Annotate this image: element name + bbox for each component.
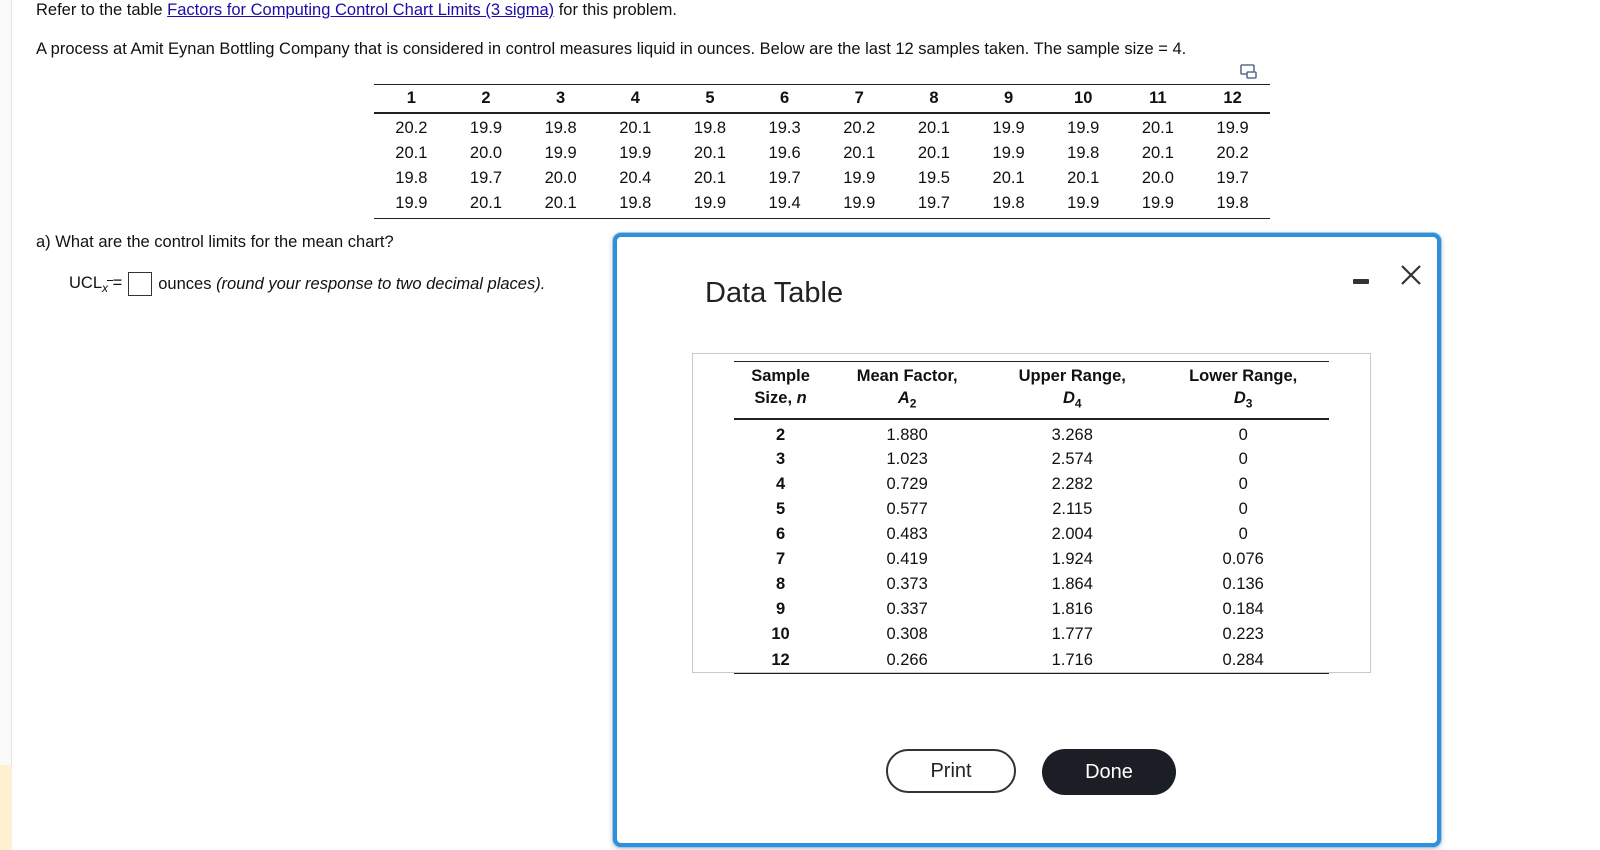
sample-row [374,166,1270,191]
factors-table-link[interactable]: Factors for Computing Control Chart Limits (3 sigma) [167,1,555,19]
sample-cell: 20.1 [619,119,652,137]
sample-header-cell: 4 [598,85,673,113]
factors-cell: 2.004 [1051,525,1093,544]
factors-row [734,497,1329,522]
minimize-icon[interactable] [1352,273,1370,291]
header-symbol [897,389,917,411]
sample-row [374,191,1270,219]
factors-cell: 0.284 [1157,647,1329,673]
ucl-text: UCL [69,273,103,292]
sample-header-cell: 11 [1121,85,1196,113]
factors-cell: 2.574 [1051,450,1093,469]
factors-cell: 0.184 [1222,600,1264,619]
sample-cell: 20.1 [523,191,598,219]
sample-cell: 19.9 [1216,119,1249,137]
header-line2 [987,387,1157,414]
sample-cell: 20.0 [469,143,503,162]
symbol-letter: n [796,389,807,407]
left-gutter [0,0,12,850]
sample-cell: 19.7 [469,168,503,187]
factors-row [734,547,1329,572]
sample-header-cell: 10 [1046,85,1121,113]
factors-cell: 0.483 [886,525,928,544]
sample-cell: 20.4 [619,168,652,187]
factors-cell: 0 [1238,450,1248,469]
factors-header-cell [1157,362,1329,420]
sample-cell: 19.4 [747,191,822,219]
sample-cell: 19.9 [469,119,503,137]
factors-cell: 0 [1238,525,1248,544]
symbol-subscript: 3 [1245,396,1253,411]
symbol-subscript: 4 [1074,396,1082,411]
factors-header-row [734,362,1329,420]
symbol-subscript: 2 [909,396,917,411]
header-line2 [827,387,987,414]
intro-suffix: for this problem. [554,1,678,19]
sample-cell: 19.9 [673,191,748,219]
factors-cell: 0.308 [886,625,928,644]
data-table-modal [613,233,1441,847]
sample-cell: 20.1 [992,168,1025,187]
factors-row [734,522,1329,547]
sample-header-cell: 2 [449,85,524,113]
sample-header-cell: 12 [1195,85,1270,113]
factors-table-frame [692,353,1371,673]
sample-cell: 19.8 [693,119,727,137]
factors-cell: 3 [775,450,786,469]
factors-cell: 12 [734,647,827,673]
sample-header-cell: 6 [747,85,822,113]
header-line2-text: Size, [754,389,797,407]
sample-header-cell: 8 [897,85,972,113]
factors-cell: 0.076 [1222,550,1264,569]
sample-cell: 20.1 [693,143,727,162]
header-symbol [797,389,807,407]
factors-cell: 1.864 [1051,575,1093,594]
header-line1: Mean Factor, [856,367,958,385]
sample-cell: 19.9 [843,168,876,187]
sample-cell: 19.9 [992,119,1025,137]
done-button[interactable]: Done [1042,749,1176,795]
ucl-xbar-label [69,274,122,295]
sample-header-cell: 9 [971,85,1046,113]
sample-cell: 19.8 [971,191,1046,219]
header-line2 [734,387,827,414]
sample-cell: 20.1 [843,143,876,162]
ucl-subscript: x [102,280,109,295]
factors-cell: 0.136 [1222,575,1264,594]
problem-statement: A process at Amit Eynan Bottling Company that is considered in control measures liquid in ounces. Below are the last 12 samples taken. The sample size = 4. [36,40,1187,58]
units-label: ounces [158,274,212,293]
symbol-letter: A [897,389,910,407]
sample-cell: 19.9 [1121,191,1196,219]
symbol-letter: D [1233,389,1246,407]
factors-cell: 0.266 [827,647,987,673]
factors-cell: 0.729 [886,475,928,494]
factors-cell: 0.373 [886,575,928,594]
factors-cell: 2 [775,426,786,445]
sample-header-cell: 1 [374,85,449,113]
sample-cell: 20.1 [917,119,950,137]
factors-cell: 1.880 [886,426,928,445]
factors-header-cell [827,362,987,420]
factors-cell: 2.115 [1052,500,1093,519]
sample-cell: 19.9 [992,143,1025,162]
sample-cell: 19.9 [1046,191,1121,219]
header-line1: Lower Range, [1189,367,1298,385]
sample-cell: 19.7 [1216,168,1249,187]
sample-header-cell: 7 [822,85,897,113]
copy-data-icon[interactable] [1240,64,1258,80]
factors-cell: 0 [1238,475,1248,494]
left-gutter-accent [0,765,12,850]
sample-header-cell: 3 [523,85,598,113]
sample-cell: 20.1 [395,143,428,162]
factors-cell: 1.924 [1051,550,1093,569]
factors-cell: 4 [775,475,786,494]
factors-cell: 9 [775,600,786,619]
print-button[interactable]: Print [886,749,1016,793]
sample-cell: 19.9 [374,191,449,219]
header-line1: Upper Range, [1018,367,1126,385]
sample-cell: 19.9 [822,191,897,219]
ucl-answer-row [69,272,545,296]
factors-cell: 0.577 [886,500,928,519]
xbar-overline [107,280,113,281]
sample-row [374,141,1270,166]
factors-cell: 6 [775,525,786,544]
sample-cell: 19.6 [768,143,801,162]
sample-cell: 19.7 [897,191,972,219]
sample-cell: 20.1 [1067,168,1100,187]
intro-line [36,1,677,20]
sample-cell: 20.1 [917,143,950,162]
factors-cell: 2.282 [1051,475,1093,494]
sample-cell: 20.2 [1216,143,1249,162]
sample-cell: 19.8 [598,191,673,219]
ucl-equals: = [108,273,123,292]
symbol-letter: D [1062,389,1075,407]
sample-cell: 20.1 [1141,143,1174,162]
sample-cell: 19.8 [395,168,428,187]
factors-header-cell [987,362,1157,420]
sample-cell: 19.8 [544,119,577,137]
factors-cell: 7 [775,550,786,569]
factors-header-cell [734,362,827,420]
samples-header-row [374,85,1270,113]
factors-cell: 1.023 [886,450,928,469]
sample-cell: 19.9 [544,143,577,162]
sample-cell: 20.0 [1141,168,1174,187]
factors-row [734,572,1329,597]
sample-cell: 20.0 [544,168,577,187]
sample-cell: 19.7 [768,168,801,187]
samples-table [374,84,1270,219]
sample-cell: 20.1 [693,168,727,187]
factors-cell: 8 [775,575,786,594]
sample-cell: 19.8 [1195,191,1270,219]
rounding-hint: (round your response to two decimal places). [216,274,546,293]
close-icon[interactable] [1397,261,1425,289]
header-symbol [1233,389,1253,411]
factors-cell: 0 [1238,426,1248,445]
question-a: a) What are the control limits for the mean chart? [36,233,394,251]
header-symbol [1062,389,1082,411]
intro-prefix: Refer to the table [36,1,168,19]
factors-row [734,447,1329,472]
factors-row [734,622,1329,647]
sample-cell: 20.1 [1141,119,1174,137]
sample-cell: 19.8 [1067,143,1100,162]
ucl-answer-input[interactable] [128,272,152,296]
factors-cell: 1.816 [1051,600,1093,619]
sample-header-cell: 5 [673,85,748,113]
factors-cell: 3.268 [1051,426,1093,445]
sample-cell: 20.2 [843,119,876,137]
factors-cell: 5 [775,500,786,519]
modal-title: Data Table [705,277,844,309]
factors-cell: 0.419 [886,550,928,569]
factors-cell: 0.223 [1222,625,1264,644]
factors-cell: 1.777 [1051,625,1093,644]
sample-cell: 19.5 [917,168,950,187]
factors-cell: 1.716 [987,647,1157,673]
sample-row [374,113,1270,141]
header-line2 [1157,387,1329,414]
factors-cell: 0 [1238,500,1248,519]
factors-table [734,361,1329,674]
header-line1: Sample [751,367,810,385]
factors-row [734,647,1329,673]
sample-cell: 20.2 [395,119,428,137]
factors-row [734,419,1329,447]
factors-row [734,472,1329,497]
sample-cell: 19.3 [768,119,801,137]
factors-row [734,597,1329,622]
sample-cell: 20.1 [449,191,524,219]
factors-cell: 0.337 [886,600,928,619]
factors-cell: 10 [771,625,790,644]
sample-cell: 19.9 [1067,119,1100,137]
sample-cell: 19.9 [619,143,652,162]
